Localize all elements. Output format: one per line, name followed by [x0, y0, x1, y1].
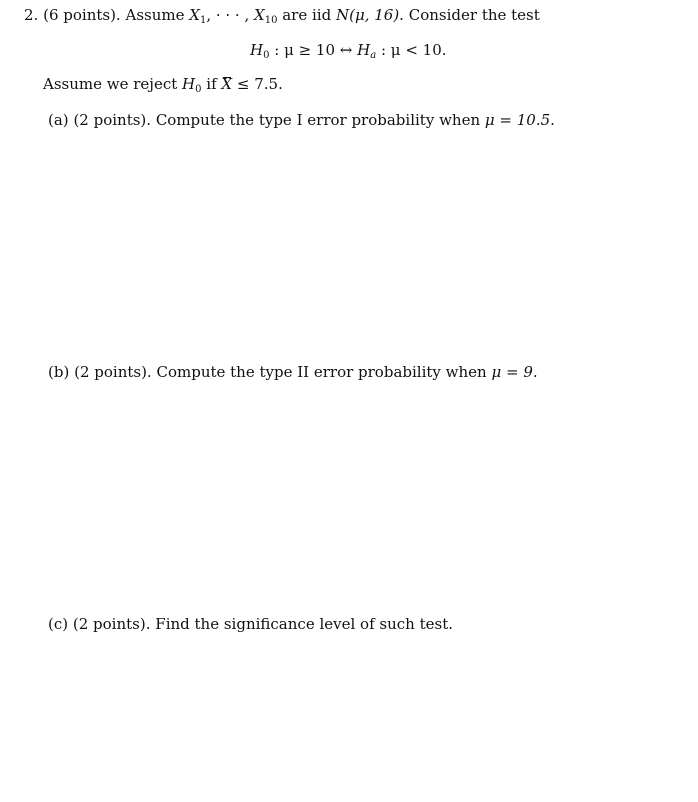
alt-hypothesis-symbol: $H_a$	[357, 41, 377, 61]
rejection-rule	[43, 74, 283, 94]
ellipsis: , · · · ,	[206, 6, 250, 24]
reject-h0-symbol: $H_0$	[182, 75, 202, 95]
part-b-label: (b)	[48, 363, 70, 381]
part-c-text: Find the significance level of such test.	[155, 615, 453, 633]
reject-condition: ≤ 7.5.	[236, 75, 283, 93]
sample-mean-symbol: X	[221, 75, 233, 93]
alt-hypothesis-condition: : μ < 10.	[380, 41, 447, 59]
part-c-points: (2 points).	[72, 615, 151, 633]
reject-text: Assume we reject	[43, 75, 178, 93]
part-a	[48, 110, 555, 130]
question-header	[24, 5, 540, 25]
question-number: 2.	[24, 6, 39, 24]
part-c-label: (c)	[48, 615, 69, 633]
part-b-math: μ = 9.	[491, 363, 538, 381]
null-hypothesis-condition: : μ ≥ 10 ↔	[274, 41, 353, 59]
part-b-text: Compute the type II error probability when	[156, 363, 487, 381]
question-assume-text: Assume	[125, 6, 185, 24]
normal-distribution: N(μ, 16).	[335, 6, 404, 24]
iid-text: are iid	[282, 6, 332, 24]
part-a-math: μ = 10.5.	[484, 111, 555, 129]
part-b	[48, 362, 538, 382]
part-c	[48, 614, 453, 634]
hypothesis-equation	[250, 40, 447, 60]
consider-text: Consider the test	[408, 6, 540, 24]
x1-symbol: $X_1$	[189, 6, 207, 26]
part-a-label: (a)	[48, 111, 69, 129]
null-hypothesis-symbol: $H_0$	[250, 41, 270, 61]
part-a-text: Compute the type I error probability when	[155, 111, 481, 129]
part-a-points: (2 points).	[73, 111, 152, 129]
part-b-points: (2 points).	[74, 363, 152, 381]
question-points: (6 points).	[43, 6, 121, 24]
if-text: if	[206, 75, 217, 93]
x10-symbol: $X_{10}$	[254, 6, 278, 26]
